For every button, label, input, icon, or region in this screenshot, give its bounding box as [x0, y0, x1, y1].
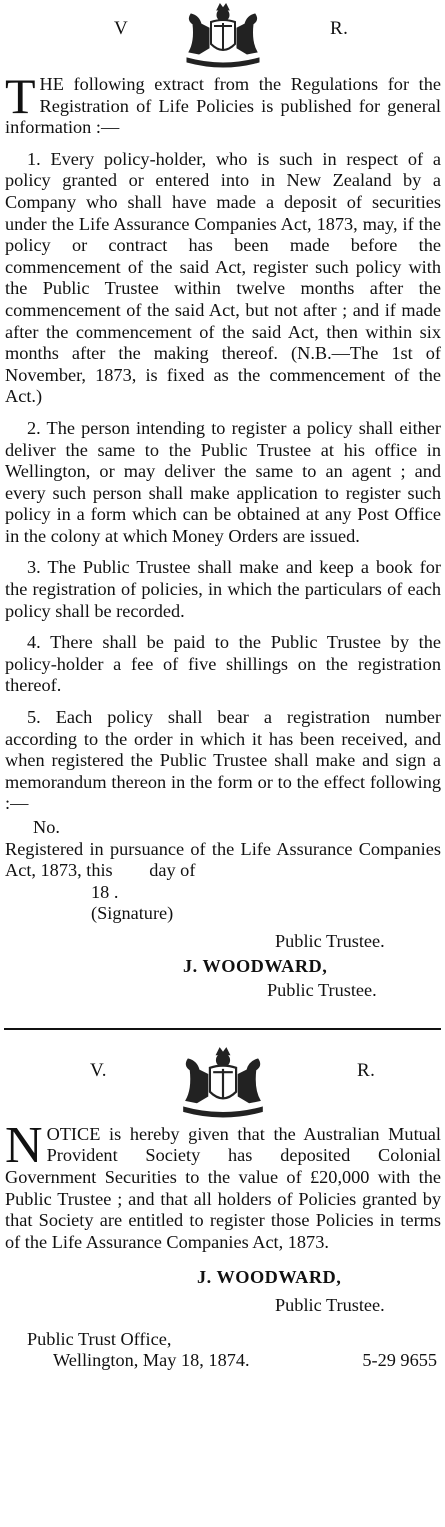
header-letter-r: R. — [357, 1059, 376, 1081]
reference-number: 5-29 9655 — [362, 1350, 437, 1371]
intro-text: HE following extract from the Regulations for the Registration of Life Policies is published for general information :— — [5, 74, 441, 138]
section-divider — [4, 1028, 441, 1030]
form-year: 18 . — [91, 881, 119, 902]
regulation-4: 4. There shall be paid to the Public Trustee by the policy-holder a fee of five shillings on the registration thereof. — [5, 632, 441, 696]
signer-name: J. WOODWARD, — [197, 1267, 342, 1288]
drop-cap: T — [5, 68, 36, 124]
signer-title: Public Trustee. — [275, 1294, 385, 1315]
header-letter-v: V — [114, 18, 129, 39]
royal-coat-of-arms-icon — [173, 2, 273, 68]
notice2-text: OTICE is hereby given that the Australian Mutual Provident Society has deposited Colonial Government Securities to the value of £20,000 with the Public Trustee ; and that all holders of Policies granted by that Society are entitled to register those Policies in terms of the Life Assurance Companies Act, 1873. — [5, 1123, 441, 1252]
notice2-paragraph — [5, 1116, 441, 1254]
notice2-header — [0, 1040, 445, 1124]
regulation-2: 2. The person intending to register a policy shall either deliver the same to the Public Trustee at his office in Wellington, or may deliver the same to an agent ; and every such person shall make application to register such policy in a form which can be obtained at any Post Office in the colony at which Money Orders are issued. — [5, 417, 441, 546]
drop-cap: N — [5, 1116, 43, 1174]
form-no: No. — [33, 817, 60, 837]
notice2-body — [0, 1116, 445, 1372]
header-letter-r: R. — [330, 18, 349, 39]
regulation-3: 3. The Public Trustee shall make and keep a book for the registration of policies, in which the particulars of each policy shall be recorded. — [5, 557, 441, 621]
regulation-1: 1. Every policy-holder, who is such in respect of a policy granted or entered into in New Zealand by a Company who shall have made a deposit of securities under the Life Assurance Companies Act, 1873, may, if the policy or contract has been made before the commencement of the said Act, register such policy with the Public Trustee within twelve months after the commencement of the said Act, but not after ; and if made after the commencement of the said Act, then within six months after the making thereof. (N.B.—The 1st of November, 1873, is fixed as the commencement of the Act.) — [5, 148, 441, 407]
date-line — [5, 1350, 441, 1372]
form-registered-text: Registered in pursuance of the Life Assurance Companies Act, 1873, this day of — [5, 838, 441, 881]
notice1-header — [0, 0, 445, 72]
intro-paragraph — [5, 68, 441, 139]
signer-name: J. WOODWARD, — [183, 955, 328, 976]
form-signature: (Signature) — [91, 903, 174, 924]
form-day-of: day of — [149, 860, 196, 881]
form-public-trustee: Public Trustee. — [275, 930, 385, 951]
notice1-body — [0, 68, 445, 1002]
office-line: Public Trust Office, — [27, 1328, 172, 1349]
memorandum-form — [5, 817, 441, 953]
header-letter-v: V. — [90, 1059, 108, 1081]
place-date: Wellington, May 18, 1874. — [53, 1350, 250, 1371]
regulation-5: 5. Each policy shall bear a registration number according to the order in which it has been received, and when registered the Public Trustee shall make and sign a memorandum thereon in the form or to the effect following :— — [5, 707, 441, 814]
signer-title: Public Trustee. — [267, 980, 377, 1001]
royal-coat-of-arms-icon — [168, 1046, 278, 1118]
